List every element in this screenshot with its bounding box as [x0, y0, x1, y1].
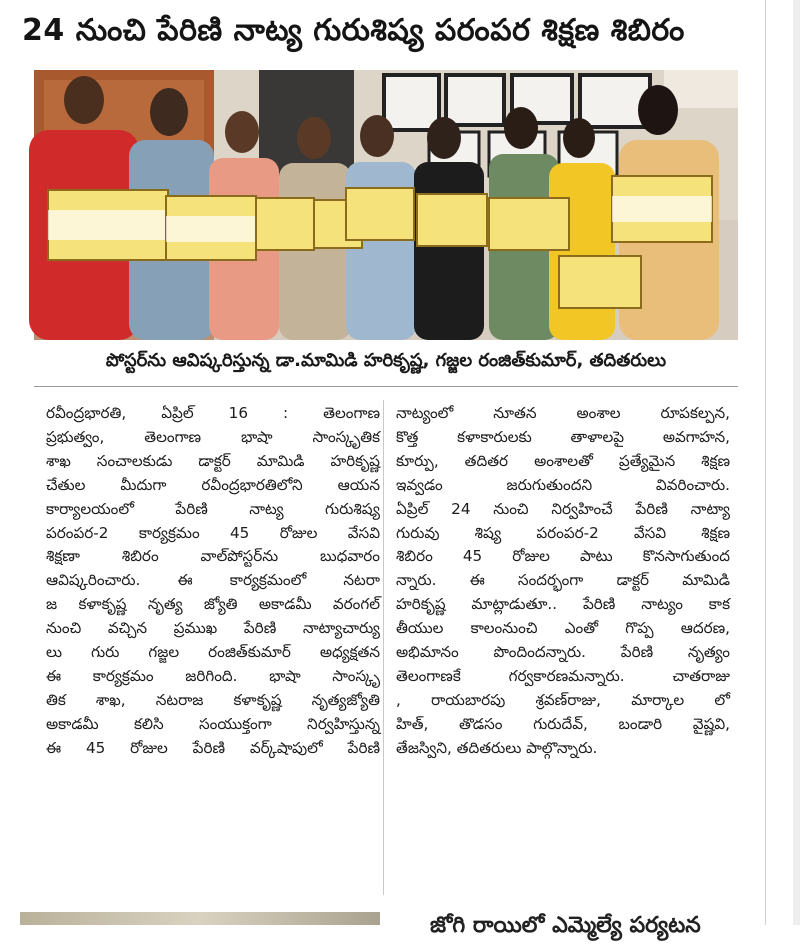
text-line: ఈ 45 రోజుల పేరిణి వర్క్‌షాపులో పేరిణి — [46, 738, 380, 757]
text-line: , రాయబారపు శ్రవణ్‌రాజు, మార్కాల లో — [396, 690, 730, 709]
text-line: అకాడమీ కలిసి సంయుక్తంగా నిర్వహిస్తున్న — [46, 714, 380, 733]
text-line: ఆవిష్కరించారు. ఈ కార్యక్రమంలో నటరా — [46, 571, 380, 590]
text-line: కార్యాలయంలో పేరిణి నాట్య గురుశిష్య — [46, 499, 380, 518]
caption-rule — [34, 386, 738, 387]
text-line: రవీంద్రభారతి, ఏప్రిల్ 16 : తెలంగాణ — [46, 404, 380, 422]
text-line: శాఖ సంచాలకుడు డాక్టర్ మామిడి హరికృష్ణ — [46, 451, 380, 470]
article-column-right — [396, 402, 730, 761]
text-line: తెలంగాణకే గర్వకారణమన్నారు. చాతరాజు — [396, 666, 730, 685]
text-line: పరంపర-2 కార్యక్రమం 45 రోజుల వేసవి — [46, 523, 380, 542]
text-line: ఈ కార్యక్రమం జరిగింది. భాషా సాంస్కృ — [46, 666, 380, 685]
text-line: నాట్యంలో నూతన అంశాల రూపకల్పన, — [396, 404, 730, 422]
text-line: ప్రభుత్వం, తెలంగాణ భాషా సాంస్కృతిక — [46, 427, 380, 446]
article-column-left — [46, 402, 380, 761]
text-line: ఏప్రిల్ 24 నుంచి నిర్వహించే పేరిణి నాట్యా — [396, 499, 730, 518]
text-line: జ కళాకృష్ణ నృత్య జ్యోతి అకాడమీ వరంగల్ — [46, 595, 380, 614]
text-line: తీయుల కాలంనుంచి ఎంతో గొప్ప ఆదరణ, — [396, 619, 730, 638]
next-article-photo — [20, 912, 380, 925]
text-line: శిబిరం 45 రోజుల పాటు కొనసాగుతుంద — [396, 547, 730, 566]
adjacent-page-strip — [793, 0, 800, 925]
text-line: లు గురు గజ్జల రంజిత్‌కుమార్ అధ్యక్షతన — [46, 643, 380, 662]
text-line: తిక శాఖ, నటరాజ కళాకృష్ణ నృత్యజ్యోతి — [46, 690, 380, 709]
text-line: కూర్పు, తదితర అంశాలతో ప్రత్యేమైన శిక్షణ — [396, 451, 730, 470]
text-line: శిక్షణా శిబిరం వాల్‌పోస్టర్‌ను బుధవారం — [46, 547, 380, 566]
text-line: ఇవ్వడం జరుగుతుందని వివరించారు. — [396, 475, 730, 494]
next-article-headline: జోగి రాయిలో ఎమ్మెల్యే పర్యటన — [430, 913, 701, 938]
text-line: నుంచి వచ్చిన ప్రముఖ పేరిణి నాట్యాచార్యు — [46, 619, 380, 638]
column-divider — [383, 400, 384, 895]
text-line: తేజస్విని, తదితరులు పాల్గొన్నారు. — [396, 738, 598, 757]
article-headline: 24 నుంచి పేరిణి నాట్య గురుశిష్య పరంపర శిక్షణ శిబిరం — [22, 13, 685, 48]
text-line: న్నారు. ఈ సందర్భంగా డాక్టర్ మామిడి — [396, 571, 730, 590]
text-line: గురువు శిష్య పరంపర-2 వేసవి శిక్షణ — [396, 523, 730, 542]
page-edge-rule — [765, 0, 766, 925]
text-line: చేతుల మీదుగా రవీంద్రభారతిలోని ఆయన — [46, 475, 380, 494]
text-line: కొత్త కళాకారులకు తాళాలపై అవగాహన, — [396, 427, 730, 446]
text-line: హరికృష్ణ మాట్లాడుతూ.. పేరిణి నాట్యం కాక — [396, 595, 730, 614]
article-photo — [34, 70, 738, 340]
text-line: హిత్, తొడసం గురుదేవ్, బండారి వైష్ణవి, — [396, 714, 730, 733]
photo-caption: పోస్టర్‌ను ఆవిష్కరిస్తున్న డా.మామిడి హరికృష్ణ, గజ్జల రంజిత్‌కుమార్, తదితరులు — [105, 350, 667, 371]
text-line: అభిమానం పొందిందన్నారు. పేరిణి నృత్యం — [396, 643, 730, 662]
